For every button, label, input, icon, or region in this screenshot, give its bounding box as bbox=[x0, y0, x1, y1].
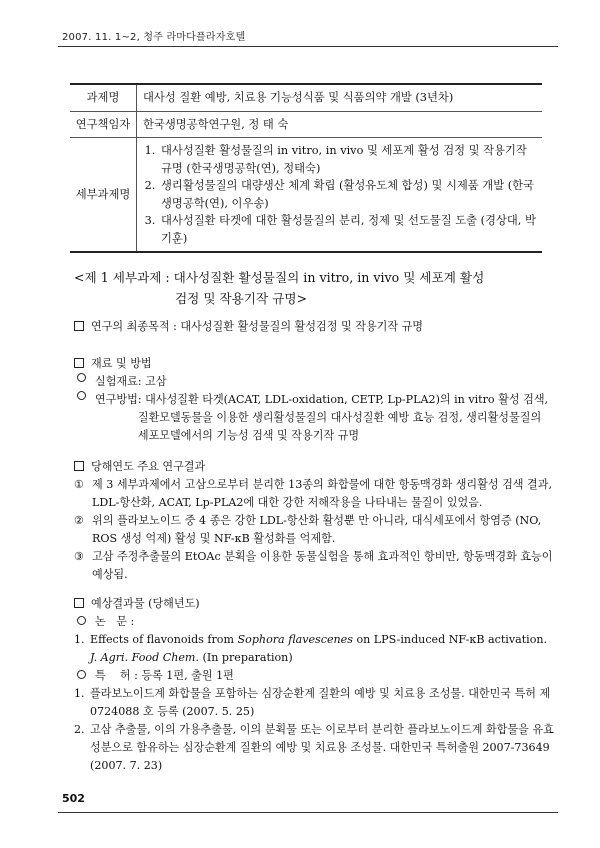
subtitle-line-1: <제 1 세부과제 : 대사성질환 활성물질의 in vitro, in vivo 및 세포계 활성 bbox=[74, 270, 485, 285]
table-row bbox=[70, 84, 542, 111]
subtask-item: 2. 생리활성물질의 대량생산 체계 확립 (활성유도체 합성) 및 시제품 개발 (한국생명공학(연), 이우송) bbox=[159, 177, 536, 212]
circle-bullet-icon bbox=[77, 616, 86, 625]
result-number: ③ bbox=[74, 549, 84, 563]
page-number: 502 bbox=[62, 792, 85, 805]
outputs-heading: 예상결과물 (당해년도) bbox=[91, 597, 200, 610]
patent-number: 2. bbox=[74, 722, 85, 736]
running-header: 2007. 11. 1~2, 청주 라마다플라자호텔 bbox=[62, 32, 246, 43]
patents-line bbox=[74, 667, 554, 685]
method-key: 연구방법 bbox=[95, 392, 138, 406]
square-bullet-icon bbox=[74, 461, 84, 471]
paper-number: 1. bbox=[74, 632, 85, 646]
table-row bbox=[70, 111, 542, 138]
pi-label: 연구책임자 bbox=[70, 111, 137, 138]
paper-species: Sophora flavescenes bbox=[237, 632, 353, 646]
subtask-item: 1. 대사성질환 활성물질의 in vitro, in vivo 및 세포계 활성 검정 및 작용기작 규명 (한국생명공학(연), 정태숙) bbox=[159, 142, 536, 177]
square-bullet-icon bbox=[74, 598, 84, 608]
patents-label: 특 허 bbox=[95, 668, 131, 682]
subtask-item: 3. 대사성질환 타겟에 대한 활성물질의 분리, 정제 및 선도물질 도출 (경상대, 박기훈) bbox=[159, 212, 536, 247]
project-title-label: 과제명 bbox=[70, 84, 137, 111]
paper-status: (In preparation) bbox=[198, 650, 293, 664]
circle-bullet-icon bbox=[77, 373, 86, 382]
subtitle-line-2: 검정 및 작용기작 규명> bbox=[175, 290, 308, 306]
method-value: : 대사성질환 타겟(ACAT, LDL-oxidation, CETP, Lp-PLA2)의 in vitro 활성 검색, 질환모델동물을 이용한 생리활성물질의 대사성질환 예방 효능 검정, 생리활성물질의 세포모델에서의 기능성 검색 및 작용기작 규명 bbox=[137, 392, 549, 442]
patent-number: 1. bbox=[74, 686, 85, 700]
patent-text: 플라보노이드계 화합물을 포함하는 심장순환계 질환의 예방 및 치료용 조성물. 대한민국 특허 제 0724088 호 등록 (2007. 5. 25) bbox=[90, 686, 551, 718]
subtasks-label: 세부과제명 bbox=[70, 138, 137, 253]
section-subtitle bbox=[74, 268, 544, 310]
list-item bbox=[74, 721, 554, 775]
list-item bbox=[74, 373, 554, 391]
patent-text: 고삼 추출물, 이의 가용추출물, 이의 분획물 또는 이로부터 분리한 플라보노이드계 화합물을 유효성분으로 함유하는 심장순환계 질환의 예방 및 치료용 조성물. 대한민국 특허출원 2007-73649 (2007. 7. 23) bbox=[90, 722, 554, 772]
result-text: 고삼 주정추출물의 EtOAc 분획을 이용한 동물실험을 통해 효과적인 항비만, 항동맥경화 효능이 예상됨. bbox=[92, 549, 553, 581]
patents-summary: : 등록 1편, 출원 1편 bbox=[130, 668, 234, 682]
goal-label: 연구의 최종목적 bbox=[91, 320, 170, 333]
subtasks-cell bbox=[137, 138, 543, 253]
material-value: : 고삼 bbox=[137, 374, 167, 388]
goal-section bbox=[74, 318, 554, 336]
paper-journal: J. Agri. Food Chem. bbox=[90, 650, 199, 664]
table-row bbox=[70, 138, 542, 253]
list-item bbox=[74, 631, 554, 667]
results-section bbox=[74, 458, 554, 584]
list-item bbox=[74, 391, 554, 445]
results-heading: 당해연도 주요 연구결과 bbox=[91, 460, 206, 473]
goal-text: : 대사성질환 활성물질의 활성검정 및 작용기작 규명 bbox=[169, 320, 424, 333]
result-text: 제 3 세부과제에서 고삼으로부터 분리한 13종의 화합물에 대한 항동맥경화 생리활성 검색 결과, LDL-항산화, ACAT, Lp-PLA2에 대한 강한 저해작용을 나타내는 물질이 있었음. bbox=[92, 477, 553, 509]
header-rule bbox=[58, 46, 558, 47]
list-item bbox=[74, 548, 554, 584]
square-bullet-icon bbox=[74, 321, 84, 331]
papers-separator: : bbox=[127, 614, 135, 628]
paper-title-part: Effects of flavonoids from bbox=[90, 632, 238, 646]
outputs-section bbox=[74, 595, 554, 775]
result-number: ① bbox=[74, 477, 84, 491]
list-item bbox=[74, 685, 554, 721]
circle-bullet-icon bbox=[77, 391, 86, 400]
project-title-value: 대사성 질환 예방, 치료용 기능성식품 및 식품의약 개발 (3년차) bbox=[143, 91, 454, 104]
result-text: 위의 플라보노이드 중 4 종은 강한 LDL-항산화 활성뿐 만 아니라, 대식세포에서 항염증 (NO, ROS 생성 억제) 활성 및 NF-κB 활성화를 억제함. bbox=[92, 513, 542, 545]
list-item bbox=[74, 476, 554, 512]
pi-value: 한국생명공학연구원, 정 태 숙 bbox=[137, 111, 543, 138]
result-number: ② bbox=[74, 513, 84, 527]
list-item bbox=[74, 512, 554, 548]
papers-label: 논 문 bbox=[95, 614, 128, 628]
square-bullet-icon bbox=[74, 358, 84, 368]
footer-rule bbox=[58, 812, 558, 813]
paper-title-part: on LPS-induced NF-κB activation. bbox=[352, 632, 548, 646]
materials-heading: 재료 및 방법 bbox=[91, 357, 152, 370]
paper-citation bbox=[90, 631, 554, 667]
circle-bullet-icon bbox=[77, 670, 86, 679]
papers-line bbox=[74, 613, 554, 631]
material-key: 실험재료 bbox=[95, 374, 138, 388]
materials-section bbox=[74, 355, 554, 445]
project-info-table bbox=[70, 83, 542, 253]
